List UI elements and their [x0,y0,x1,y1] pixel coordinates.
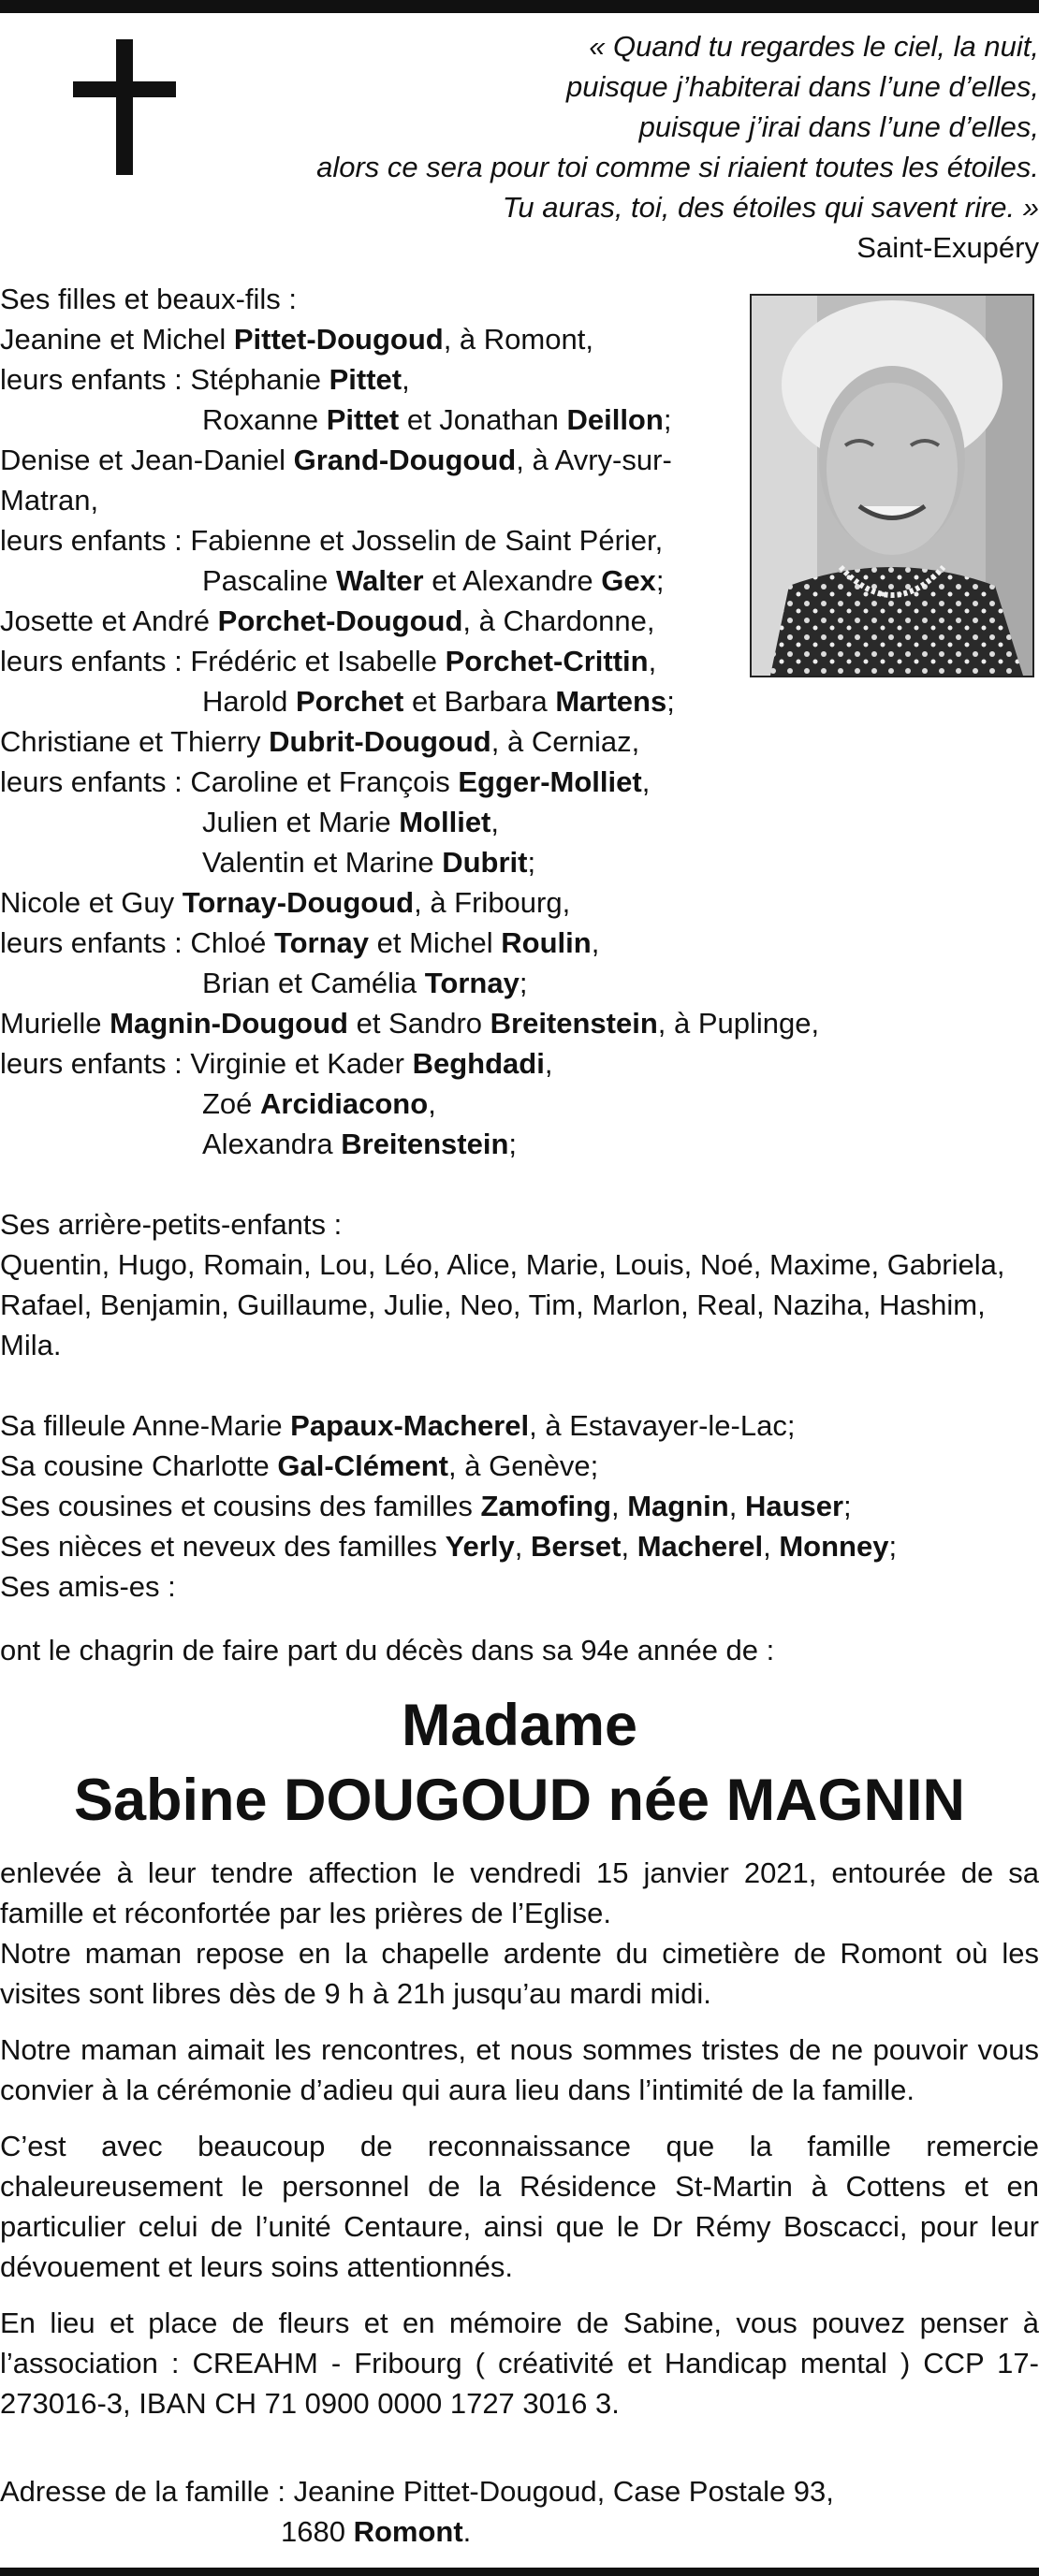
address-line: Adresse de la famille : Jeanine Pittet-Dougoud, Case Postale 93, [0,2475,834,2508]
relative-entry: Ses cousines et cousins des familles Zamofing, Magnin, Hauser; [0,1490,852,1522]
family-entry: Denise et Jean-Daniel Grand-Dougoud, à Avry-sur- [0,444,672,476]
section-heading: Ses filles et beaux-fils : [0,283,298,315]
quote-line: puisque j’irai dans l’une d’elles, [638,110,1039,143]
family-address [0,2471,834,2552]
section-heading: Ses arrière-petits-enfants : [0,1208,343,1241]
family-entry: Julien et Marie Molliet, [202,806,500,838]
deceased-name: Sabine DOUGOUD née MAGNIN [73,1768,966,1833]
family-entry: leurs enfants : Fabienne et Josselin de Saint Périer, [0,524,664,557]
great-grandchildren-line: Rafael, Benjamin, Guillaume, Julie, Neo, Tim, Marlon, Real, Naziha, Hashim, [0,1288,986,1321]
family-entry: Nicole et Guy Tornay-Dougoud, à Fribourg, [0,886,571,919]
epigraph-quote [197,26,1039,268]
quote-author: Saint-Exupéry [856,231,1039,264]
family-entry: Jeanine et Michel Pittet-Dougoud, à Romont, [0,323,593,356]
quote-line: Tu auras, toi, des étoiles qui savent rire. » [502,191,1039,224]
family-entry: Harold Porchet et Barbara Martens; [202,685,675,718]
family-entry: Matran, [0,484,99,517]
family-entry: Murielle Magnin-Dougoud et Sandro Breitenstein, à Puplinge, [0,1007,820,1040]
family-entry: leurs enfants : Chloé Tornay et Michel Roulin, [0,926,600,959]
quote-line: puisque j’habiterai dans l’une d’elles, [566,70,1039,103]
family-entry: Christiane et Thierry Dubrit-Dougoud, à Cerniaz, [0,725,640,758]
quote-line: alors ce sera pour toi comme si riaient toutes les étoiles. [316,151,1039,183]
notice-body [0,1853,1039,2439]
family-entry: leurs enfants : Virginie et Kader Beghdadi, [0,1047,553,1080]
family-entry: leurs enfants : Caroline et François Egger-Molliet, [0,765,651,798]
family-entry: Brian et Camélia Tornay; [202,967,528,999]
quote-line: « Quand tu regardes le ciel, la nuit, [589,30,1039,63]
relative-entry: Sa cousine Charlotte Gal-Clément, à Genève; [0,1449,599,1482]
body-paragraph: enlevée à leur tendre affection le vendredi 15 janvier 2021, entourée de sa famille et réconfortée par les prières de l’Eglise. Notre maman repose en la chapelle ardente du cimetière de Romont où les visites sont libres dès de 9 h à 21h jusqu’au mardi midi. [0,1856,1039,2010]
great-grandchildren-line: Mila. [0,1329,62,1361]
family-entry: Pascaline Walter et Alexandre Gex; [202,564,665,597]
relative-entry: Sa filleule Anne-Marie Papaux-Macherel, à Estavayer-le-Lac; [0,1409,796,1442]
family-entry: Zoé Arcidiacono, [202,1087,436,1120]
family-entry: Roxanne Pittet et Jonathan Deillon; [202,403,672,436]
relative-entry: Ses nièces et neveux des familles Yerly, Berset, Macherel, Monney; [0,1530,898,1563]
bottom-rule [0,2568,1039,2576]
family-entry: leurs enfants : Stéphanie Pittet, [0,363,410,396]
family-entry: Josette et André Porchet-Dougoud, à Chardonne, [0,604,655,637]
announcement-line: ont le chagrin de faire part du décès dans sa 94e année de : [0,1634,775,1666]
relative-entry: Ses amis-es : [0,1570,176,1603]
body-paragraph: En lieu et place de fleurs et en mémoire de Sabine, vous pouvez penser à l’association : CREAHM - Fribourg ( créativité et Handicap mental ) CCP 17-273016-3, IBAN CH 71 0900 0000 1727 3016 3. [0,2307,1039,2420]
great-grandchildren-line: Quentin, Hugo, Romain, Lou, Léo, Alice, Marie, Louis, Noé, Maxime, Gabriela, [0,1248,1005,1281]
top-rule [0,0,1039,13]
body-paragraph: Notre maman aimait les rencontres, et nous sommes tristes de ne pouvoir vous convier à la cérémonie d’adieu qui aura lieu dans l’intimité de la famille. [0,2033,1039,2106]
family-list [0,279,1039,1607]
address-line: 1680 Romont. [281,2515,472,2548]
deceased-title: Madame [401,1693,638,1758]
cross-icon [73,39,176,175]
family-entry: Alexandra Breitenstein; [202,1128,518,1160]
family-entry: leurs enfants : Frédéric et Isabelle Porchet-Crittin, [0,645,657,677]
family-entry: Valentin et Marine Dubrit; [202,846,536,879]
body-paragraph: C’est avec beaucoup de reconnaissance que la famille remercie chaleureusement le personnel de la Résidence St-Martin à Cottens et en particulier celui de l’unité Centaure, ainsi que le Dr Rémy Boscacci, pour leur dévouement et leurs soins attentionnés. [0,2130,1039,2283]
